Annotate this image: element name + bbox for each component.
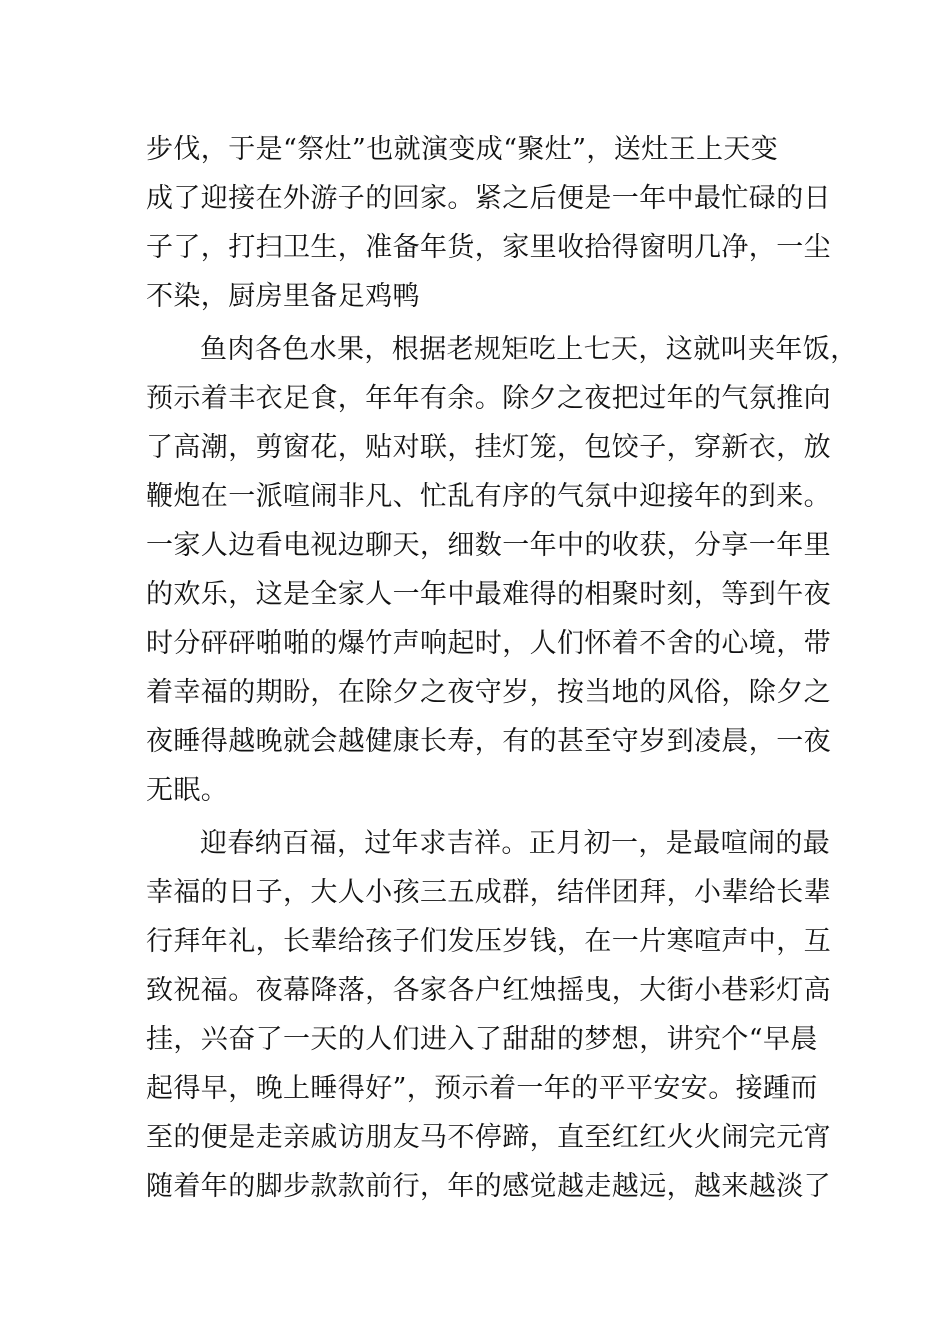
text-line: 迎春纳百福，过年求吉祥。正月初一，是最喧闹的最 bbox=[200, 828, 831, 859]
text-line: 至的便是走亲戚访朋友马不停蹄，直至红红火火闹完元宵 bbox=[146, 1122, 831, 1153]
text-line: 鞭炮在一派喧闹非凡、忙乱有序的气氛中迎接年的到来。 bbox=[146, 481, 831, 512]
text-line: 成了迎接在外游子的回家。紧之后便是一年中最忙碌的日 bbox=[146, 183, 831, 214]
text-line: 夜睡得越晚就会越健康长寿，有的甚至守岁到凌晨，一夜 bbox=[146, 726, 831, 757]
text-line: 无眠。 bbox=[146, 775, 229, 806]
text-line: 着幸福的期盼，在除夕之夜守岁，按当地的风俗，除夕之 bbox=[146, 677, 831, 708]
text-line: 步伐，于是“祭灶”也就演变成“聚灶”，送灶王上天变 bbox=[146, 134, 779, 165]
text-line: 预示着丰衣足食，年年有余。除夕之夜把过年的气氛推向 bbox=[146, 383, 831, 414]
text-line: 起得早，晚上睡得好”，预示着一年的平平安安。接踵而 bbox=[146, 1073, 818, 1104]
text-line: 行拜年礼，长辈给孩子们发压岁钱，在一片寒喧声中，互 bbox=[146, 926, 831, 957]
text-line: 致祝福。夜幕降落，各家各户红烛摇曳，大街小巷彩灯高 bbox=[146, 975, 831, 1006]
text-line: 时分砰砰啪啪的爆竹声响起时，人们怀着不舍的心境，带 bbox=[146, 628, 831, 659]
text-line: 了高潮，剪窗花，贴对联，挂灯笼，包饺子，穿新衣，放 bbox=[146, 432, 831, 463]
text-line: 鱼肉各色水果，根据老规矩吃上七天，这就叫夹年饭， bbox=[200, 334, 858, 365]
text-line: 不染，厨房里备足鸡鸭 bbox=[146, 281, 420, 312]
text-line: 挂，兴奋了一天的人们进入了甜甜的梦想，讲究个“早晨 bbox=[146, 1024, 818, 1055]
text-line: 随着年的脚步款款前行，年的感觉越走越远，越来越淡了 bbox=[146, 1171, 831, 1202]
text-line: 的欢乐，这是全家人一年中最难得的相聚时刻，等到午夜 bbox=[146, 579, 831, 610]
text-line: 一家人边看电视边聊天，细数一年中的收获，分享一年里 bbox=[146, 530, 831, 561]
text-line: 幸福的日子，大人小孩三五成群，结伴团拜，小辈给长辈 bbox=[146, 877, 831, 908]
text-line: 子了，打扫卫生，准备年货，家里收拾得窗明几净，一尘 bbox=[146, 232, 831, 263]
